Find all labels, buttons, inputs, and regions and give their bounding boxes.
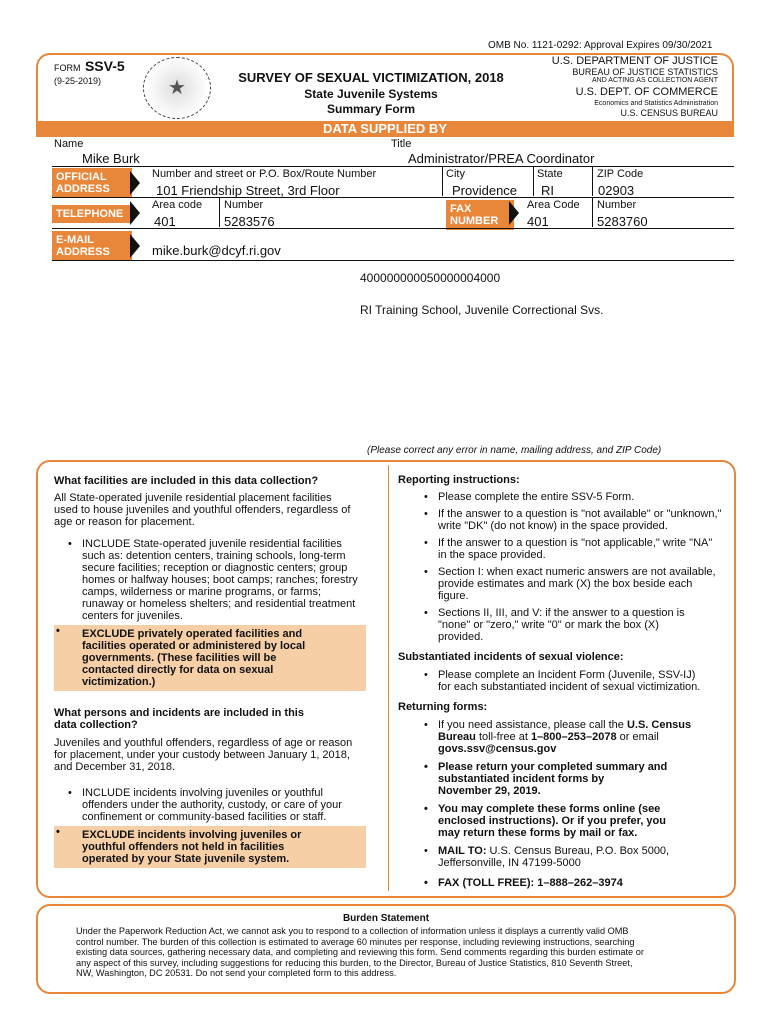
email-tag: E-MAIL ADDRESS	[52, 231, 132, 261]
row-divider	[52, 228, 734, 229]
include-incidents-item: • INCLUDE incidents involving juveniles or youthful offenders under the authority, custody, or care of your confinement or community-based facilities or staff.	[66, 787, 384, 823]
facilities-question: What facilities are included in this data collection?	[54, 475, 319, 487]
divider	[533, 167, 534, 196]
row-divider	[52, 166, 734, 167]
persons-question: What persons and incidents are included in this data collection?	[54, 707, 304, 731]
divider	[592, 167, 593, 196]
row-divider	[52, 260, 734, 261]
form-date: (9-25-2019)	[54, 76, 102, 86]
survey-title: SURVEY OF SEXUAL VICTIMIZATION, 2018	[238, 70, 504, 85]
census-label: U.S. CENSUS BUREAU	[620, 108, 718, 118]
agent-label: AND ACTING AS COLLECTION AGENT	[591, 77, 718, 84]
burden-text: Under the Paperwork Reduction Act, we cannot ask you to respond to a collection of information unless it displays a currently valid OMB control number. The burden of this collection is estimated to average 60 minutes per response, including reviewing instructions, searching existing data sources, gathering necessary data, and completing and reviewing this form. Send comments regarding this burden estimate or any aspect of this survey, including suggestions for reducing this burden, to the Director, Bureau of Justice Statistics, 810 Seventh Street, NW, Washington, DC 20531. Do not send your completed form to this address.	[76, 926, 644, 978]
census-email-link[interactable]: govs.ssv@census.gov	[438, 743, 557, 755]
exclude-incidents-item: • EXCLUDE incidents involving juveniles or youthful offenders not held in facilities operated by your State juvenile system.	[54, 826, 366, 868]
state-label: State	[537, 168, 563, 180]
agency-block	[520, 56, 718, 119]
include-facilities-item: • INCLUDE State-operated juvenile residential facilities such as: detention centers, training schools, long-term secure facilities; reception or diagnostic centers; group homes or halfway houses; boot camps; ranches; forestry camps, wilderness or marine programs, or farms; runaway or homeless shelters; and residential treatment centers for juveniles.	[66, 538, 384, 622]
column-divider	[388, 465, 389, 891]
area-code-label: Area code	[152, 199, 203, 211]
street-value[interactable]: 101 Friendship Street, 3rd Floor	[156, 183, 340, 198]
title-label: Title	[391, 138, 412, 150]
survey-subtitle-1: State Juvenile Systems	[304, 87, 438, 101]
substantiated-heading: Substantiated incidents of sexual violence:	[398, 651, 624, 663]
street-label: Number and street or P.O. Box/Route Number	[152, 168, 377, 180]
doj-seal-icon: ★	[143, 57, 211, 119]
mail-item: • MAIL TO: U.S. Census Bureau, P.O. Box 5000, Jeffersonville, IN 47199-5000	[422, 845, 728, 869]
email-arrow-icon	[130, 234, 140, 258]
doc-label: U.S. DEPT. OF COMMERCE	[575, 86, 718, 98]
burden-title: Burden Statement	[342, 913, 430, 924]
fax-number-label: Number	[597, 199, 637, 211]
online-item: • You may complete these forms online (see enclosed instructions). Or if you prefer, you may return these forms by mail or fax.	[422, 803, 728, 839]
phone-area-value[interactable]: 401	[154, 214, 176, 229]
telephone-tag: TELEPHONE	[52, 205, 132, 223]
esa-label: Economics and Statistics Administration	[594, 100, 718, 107]
city-value[interactable]: Providence	[452, 183, 518, 198]
id-number: 400000000050000004000	[360, 271, 501, 285]
data-supplied-bar: DATA SUPPLIED BY	[36, 121, 734, 137]
divider	[219, 198, 220, 227]
substantiated-item: • Please complete an Incident Form (Juvenile, SSV-IJ) for each substantiated incident of sexual victimization.	[422, 669, 728, 693]
form-label: FORM	[54, 63, 81, 73]
telephone-arrow-icon	[130, 201, 140, 225]
reporting-item-5: • Sections II, III, and V: if the answer to a question is "none" or "zero," write "0" or mark the box (X) provided.	[422, 607, 728, 643]
survey-subtitle-2: Summary Form	[326, 102, 416, 116]
left-column	[54, 475, 384, 868]
name-label: Name	[54, 138, 84, 150]
reporting-heading: Reporting instructions:	[398, 474, 520, 486]
omb-number: OMB No. 1121-0292: Approval Expires 09/30/2021	[488, 40, 713, 51]
return-deadline-item: • Please return your completed summary and substantiated incident forms by November 29, 2019.	[422, 761, 728, 797]
bjs-label: BUREAU OF JUSTICE STATISTICS	[572, 67, 718, 77]
title-value[interactable]: Administrator/PREA Coordinator	[408, 151, 595, 166]
row-divider	[52, 197, 734, 198]
divider	[592, 198, 593, 227]
city-label: City	[446, 168, 465, 180]
reporting-item-1: • Please complete the entire SSV-5 Form.	[422, 491, 728, 503]
facility-name: RI Training School, Juvenile Correctional Svs.	[360, 303, 604, 317]
persons-paragraph: Juveniles and youthful offenders, regardless of age or reason for placement, under your custody between January 1, 2018, and December 31, 2018.	[54, 737, 353, 773]
exclude-facilities-item: • EXCLUDE privately operated facilities and facilities operated or administered by local governments. (These facilities will be contacted directly for data on sexual victimization.)	[54, 625, 366, 691]
fax-item: • FAX (TOLL FREE): 1–888–262–3974	[422, 877, 728, 889]
name-value[interactable]: Mike Burk	[82, 151, 140, 166]
zip-label: ZIP Code	[597, 168, 644, 180]
doj-label: U.S. DEPARTMENT OF JUSTICE	[551, 55, 718, 67]
facilities-paragraph: All State-operated juvenile residential placement facilities used to house juveniles and youthful offenders, regardless of age or reason for placement.	[54, 492, 351, 528]
official-address-tag: OFFICIAL ADDRESS	[52, 168, 132, 198]
email-value[interactable]: mike.burk@dcyf.ri.gov	[152, 243, 281, 258]
fax-tag: FAX NUMBER	[446, 200, 514, 230]
phone-number-value[interactable]: 5283576	[224, 214, 275, 229]
state-value[interactable]: RI	[541, 183, 554, 198]
fax-area-label: Area Code	[527, 199, 580, 211]
zip-value[interactable]: 02903	[598, 183, 635, 198]
reporting-item-3: • If the answer to a question is "not applicable," write "NA" in the space provided.	[422, 537, 728, 561]
fax-number-value[interactable]: 5283760	[597, 214, 648, 229]
fax-arrow-icon	[509, 201, 519, 225]
correction-note: (Please correct any error in name, mailing address, and ZIP Code)	[367, 445, 662, 456]
right-column	[398, 474, 728, 889]
assistance-item: • If you need assistance, please call the U.S. Census Bureau toll-free at 1–800–253–2078 or email govs.ssv@census.gov	[422, 719, 728, 755]
fax-area-value[interactable]: 401	[527, 214, 549, 229]
reporting-item-2: • If the answer to a question is "not available" or "unknown," write "DK" (do not know) in the space provided.	[422, 508, 728, 532]
number-label: Number	[224, 199, 264, 211]
form-id: SSV-5	[84, 58, 125, 74]
form-id-block	[54, 58, 125, 86]
official-address-arrow-icon	[130, 171, 140, 195]
returning-heading: Returning forms:	[398, 701, 488, 713]
divider	[442, 167, 443, 196]
reporting-item-4: • Section I: when exact numeric answers are not available, provide estimates and mark (X) the box beside each figure.	[422, 566, 728, 602]
